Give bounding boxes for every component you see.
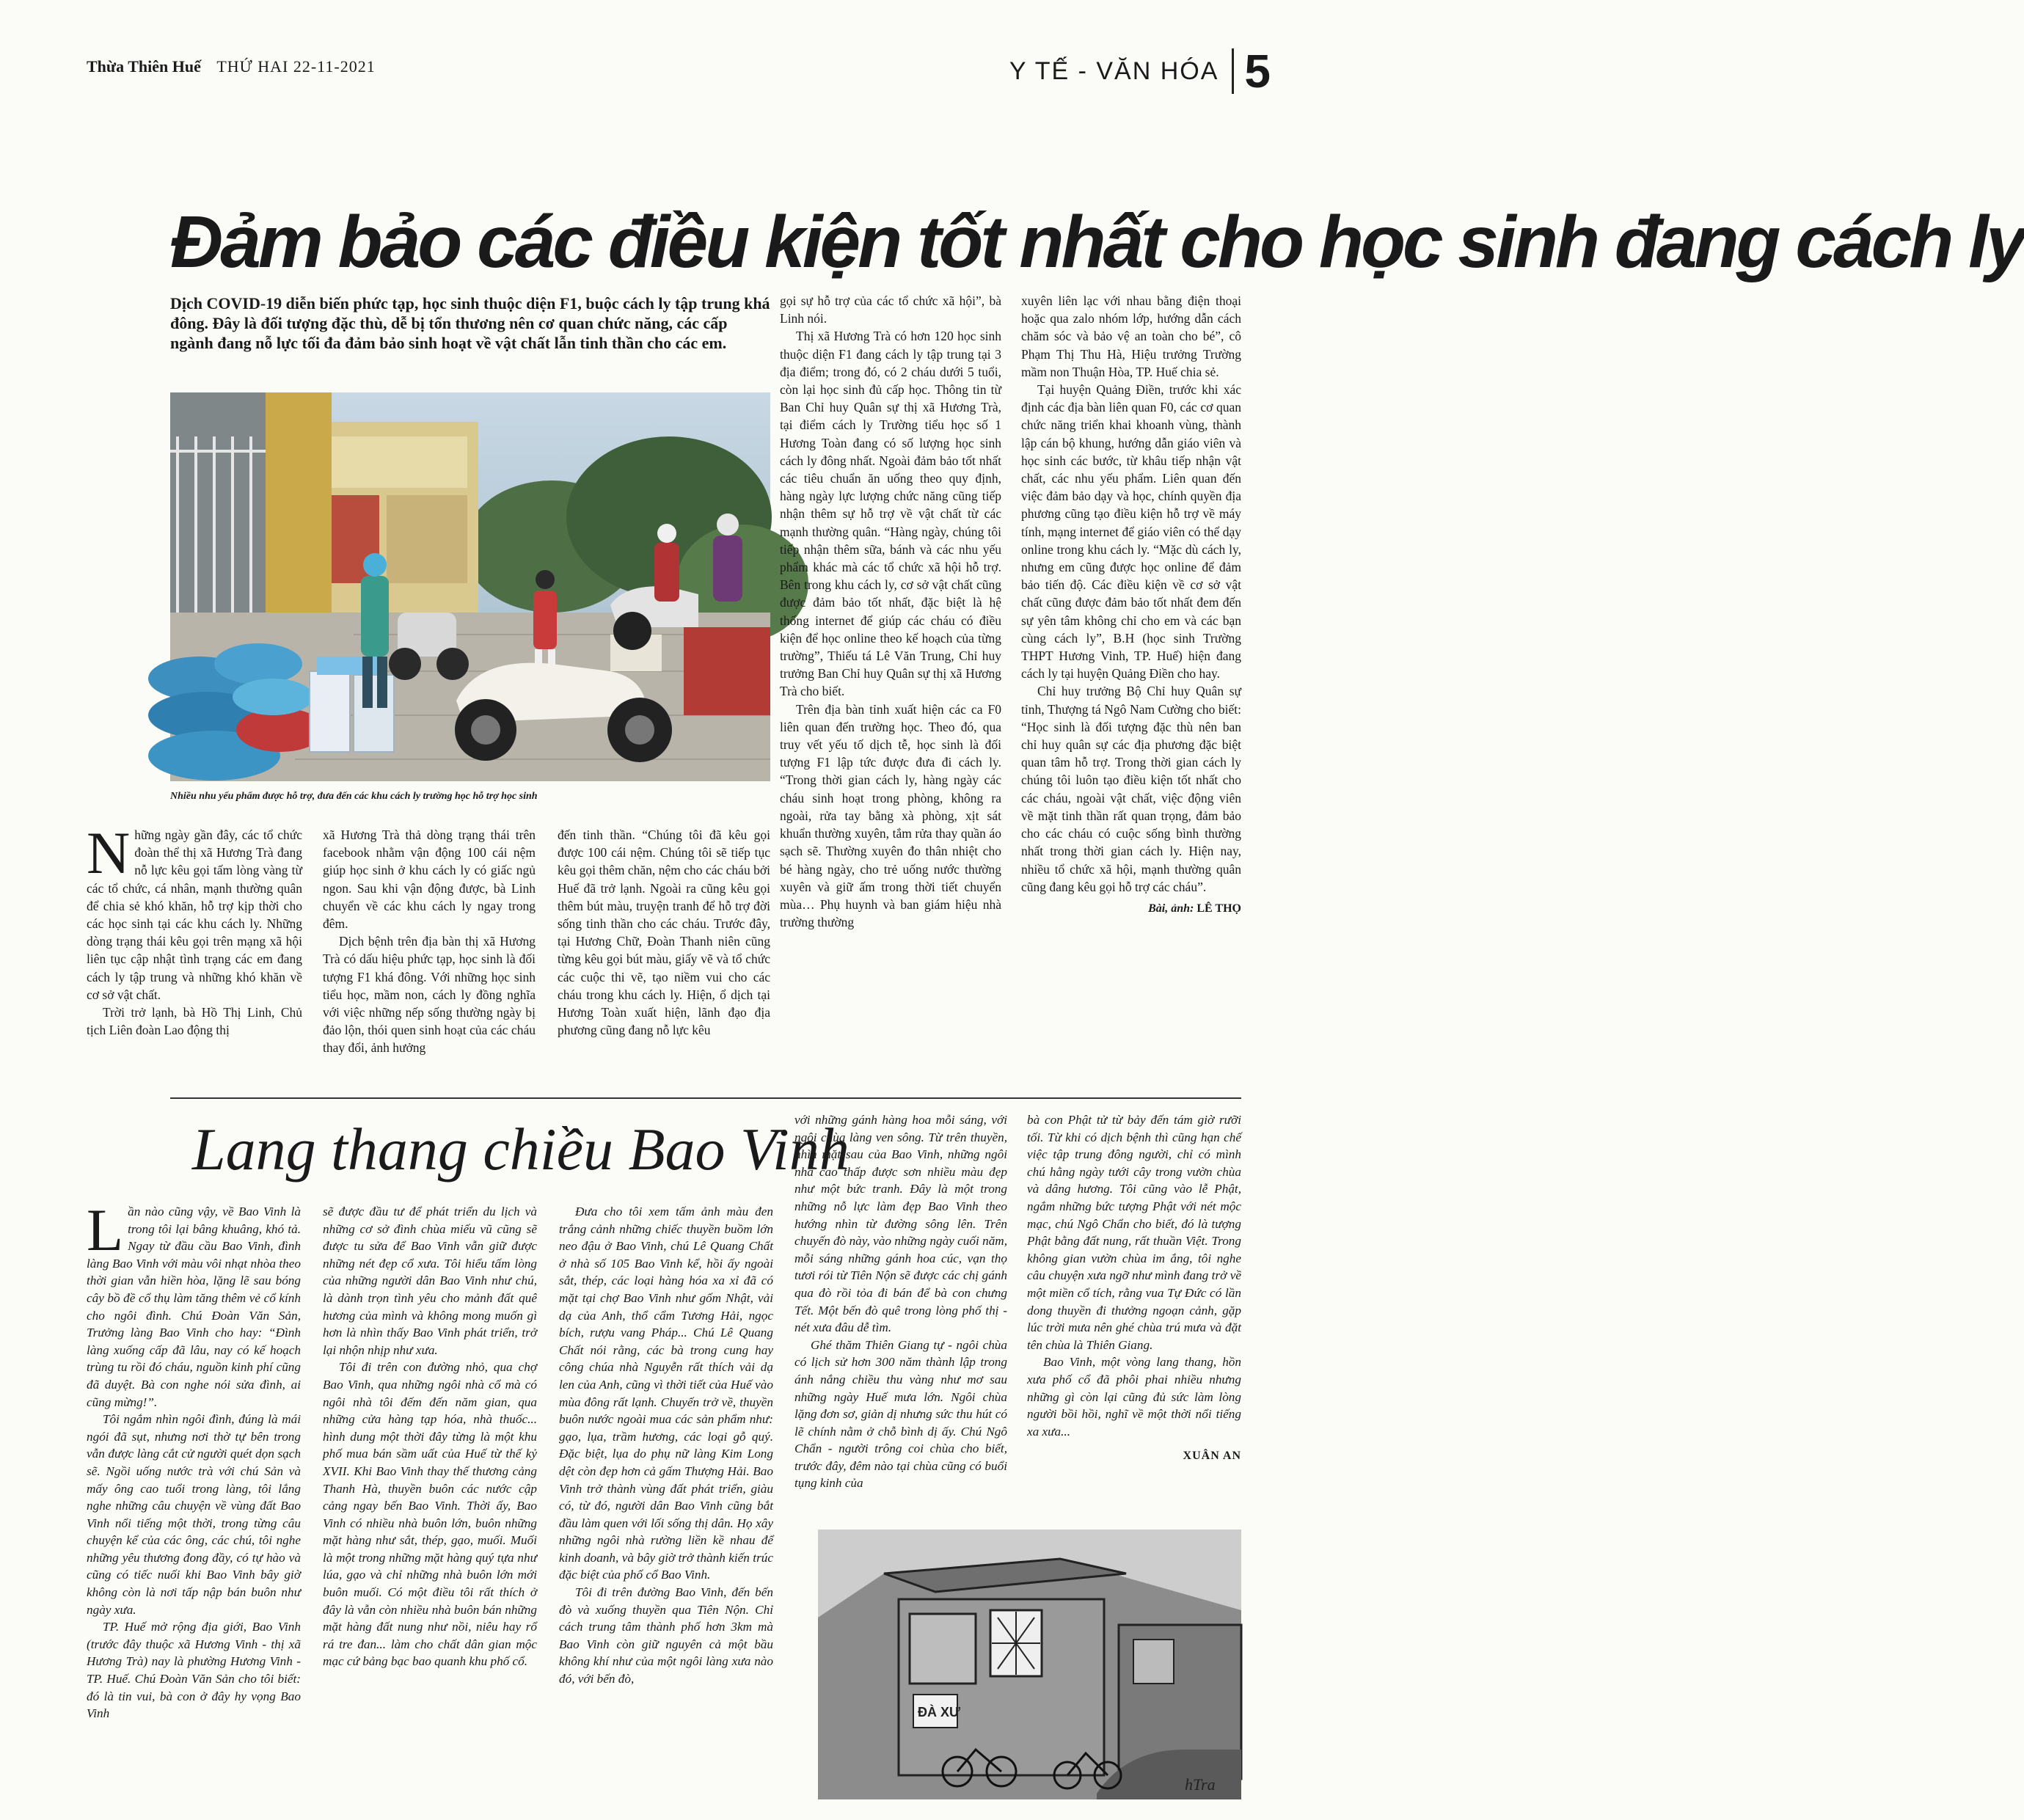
masthead-right xyxy=(1009,44,1271,98)
article1-column-5 xyxy=(1021,292,1241,918)
article1-lead: Dịch COVID-19 diễn biến phức tạp, học sinh thuộc diện F1, buộc cách ly tập trung khá đông. Đây là đối tượng đặc thù, dễ bị tổn thương nên cơ quan chức năng, các cấp ngành đang nỗ lực tối đa đảm bảo sinh hoạt về vật chất lẫn tinh thần cho các em. xyxy=(170,294,770,352)
article2-column-5 xyxy=(1027,1111,1241,1465)
paragraph: xuyên liên lạc với nhau bằng điện thoại hoặc qua zalo nhóm lớp, hướng dẫn cách chăm sóc và bảo vệ an toàn cho bé”, cô Phạm Thị Thu Hà, Hiệu trưởng Trường mầm non Thuận Hòa, TP. Huế chia sẻ. xyxy=(1021,293,1241,379)
issue-date: THỨ HAI 22-11-2021 xyxy=(216,57,376,76)
street-sketch-illustration xyxy=(818,1530,1241,1799)
paragraph: bà con Phật tử từ bảy đến tám giờ rưỡi tối. Từ khi có dịch bệnh thì cũng hạn chế việc tập trung đông người, chỉ có mình chú hằng ngày tưới cây trong vườn chùa và dâng hương. Tôi cũng vào lễ Phật, ngắm những bức tượng Phật với nét mộc mạc, chú Ngô Chẩn cho biết, đó là tượng Phật bằng đất nung, rất thuần Việt. Trong không gian vườn chùa im ắng, tôi nghe câu chuyện xưa ngỡ như mình đang trở về một miền cổ tích, rằng vua Tự Đức có lần dong thuyền đi thưởng ngoạn cảnh, gặp lúc trời mưa nên ghé chùa trú mưa và đặt tên chùa là Thiên Giang. xyxy=(1027,1113,1241,1352)
paragraph: đến tinh thần. “Chúng tôi đã kêu gọi được 100 cái nệm. Chúng tôi sẽ tiếp tục kêu gọi thêm chăn, nệm cho các cháu bởi Huế đã trở lạnh. Ngoài ra cũng kêu gọi thêm bút màu, truyện tranh để hỗ trợ đời sống tinh thần cho các cháu. Trước đây, tại Hương Chữ, Đoàn Thanh niên cũng từng kêu gọi bút màu, giấy vẽ và tổ chức các cuộc thi vẽ, tạo niềm vui cho các cháu trong khu cách ly. Hiện, ổ dịch tại Hương Toàn xuất hiện, lãnh đạo địa phương cũng đang nỗ lực kêu xyxy=(558,827,770,1038)
article2-column-2 xyxy=(323,1203,537,1670)
article1-dropcap: N xyxy=(87,819,131,886)
paragraph: Trên địa bàn tỉnh xuất hiện các ca F0 liên quan đến trường học. Theo đó, qua truy vết yếu tố dịch tễ, học sinh là đối tượng F1 lập tức được đưa đi cách ly. “Trong thời gian cách ly, hàng ngày các cháu sinh hoạt trong phòng, không ra ngoài, rửa tay bằng xà phòng, xịt sát khuẩn thường xuyên, tắm rửa thay quần áo sạch sẽ. Thường xuyên đo thân nhiệt cho bé hàng ngày, cho trẻ uống nước thường xuyên và giữ ấm trong thời tiết chuyển mùa… Phụ huynh và ban giám hiệu nhà trường thường xyxy=(780,701,1001,930)
article2-author: XUÂN AN xyxy=(1183,1450,1241,1463)
paragraph: ần nào cũng vậy, về Bao Vinh là trong tôi lại bâng khuâng, khó tả. Ngay từ đầu cầu Bao Vinh, đình làng Bao Vinh với màu vôi nhạt nhòa theo thời gian vẫn hiền hòa, lặng lẽ sau bóng cây bồ đề cổ thụ làm tăng thêm vẻ cổ kính cho ngôi đình. Chú Đoàn Văn Sản, Trưởng làng Bao Vinh cho hay: “Đình làng xuống cấp đã lâu, nay có kế hoạch trùng tu rồi đó cháu, nguồn kinh phí cũng đã duyệt. Bà con nghe nói sửa đình, ai cũng mừng!”. xyxy=(87,1205,301,1409)
article1-column-1 xyxy=(87,819,302,1039)
article2-column-1 xyxy=(87,1196,301,1722)
article1-column-4 xyxy=(780,292,1001,931)
paragraph: Tôi ngắm nhìn ngôi đình, đúng là mái ngói đã sụt, nhưng nơi thờ tự bên trong vẫn được làng cắt cử người quét dọn sạch sẽ. Ngồi uống nước trà với chú Sản và mấy ông cao tuổi trong làng, tôi lắng nghe những câu chuyện về vùng đất Bao Vinh nổi tiếng một thời, trong từng câu chuyện kể của các ông, các chú, tôi nghe những yêu thương đong đầy, có tự hào và cũng có tiếc nuối khi Bao Vinh bây giờ không còn là nơi tấp nập bán buôn như ngày xưa. xyxy=(87,1412,301,1617)
paragraph: Chỉ huy trưởng Bộ Chỉ huy Quân sự tỉnh, Thượng tá Ngô Nam Cường cho biết: “Học sinh là đối tượng đặc thù nên ban chỉ huy quân sự các địa phương đặc biệt quan tâm hỗ trợ. Trong thời gian cách ly chúng tôi luôn tạo điều kiện tốt nhất cho các cháu, ngoài vật chất, việc động viên về mặt tinh thần rất quan trọng, đảm bảo cho các cháu có cuộc sống bình thường nhất trong thời gian cách ly. Hiện nay, nhiều tổ chức xã hội, mạnh thường quân cũng đang kêu gọi hỗ trợ các cháu”. xyxy=(1021,684,1241,894)
article1-credit xyxy=(1021,900,1241,918)
paragraph: gọi sự hỗ trợ của các tổ chức xã hội”, bà Linh nói. xyxy=(780,293,1001,326)
paragraph: Đưa cho tôi xem tấm ảnh màu đen trắng cảnh những chiếc thuyền buồm lớn neo đậu ở Bao Vinh, chú Lê Quang Chất ở nhà số 105 Bao Vinh kể, hồi ấy ngoài sắt, thép, các loại hàng hóa xa xỉ đã có mặt tại chợ Bao Vinh như gốm Nhật, vải dạ của Anh, thổ cẩm Tương Hải, ngọc bích, rượu vang Pháp... Chú Lê Quang Chất nói rằng, các bà trong cung hay công chúa nhà Nguyễn rất thích vải dạ len của Anh, cũng vì thời tiết của Huế vào mùa đông rất lạnh. Chuyến trở về, thuyền buôn nước ngoài mua các sản phẩm như: gạo, lụa, trầm hương, các loại gỗ quý. Đặc biệt, lụa do phụ nữ làng Kim Long dệt còn đẹp hơn cả gấm Thượng Hải. Bao Vinh trở thành vùng đất phát triển, giàu có, từ đó, người dân Bao Vinh cũng bắt đầu làm quen với lối sống thị dân. Họ xây những ngôi nhà rường liền kề nhau để kinh doanh, và bây giờ trở thành kiến trúc đặc biệt của phố cổ Bao Vinh. xyxy=(559,1205,773,1582)
article-divider xyxy=(170,1097,1241,1099)
article1-headline-text: Đảm bảo các điều kiện tốt nhất cho học sinh đang cách ly xyxy=(170,201,2024,283)
photo-caption: Nhiều nhu yếu phẩm được hỗ trợ, đưa đến các khu cách ly trường học hỗ trợ học sinh xyxy=(170,791,538,802)
sketch-signature: hTra xyxy=(1185,1775,1216,1794)
sketch-window-text: ĐÀ XƯ xyxy=(918,1705,960,1720)
credit-name: LÊ THỌ xyxy=(1197,902,1241,915)
paragraph: xã Hương Trà thả dòng trạng thái trên facebook nhằm vận động 100 cái nệm giúp học sinh ở khu cách ly có giấc ngủ ngon. Sau khi vận động được, bà Linh chuyển về các khu cách ly ngay trong đêm. xyxy=(323,827,536,932)
paragraph: với những gánh hàng hoa mỗi sáng, với ngôi chùa làng ven sông. Từ trên thuyền, nhìn mặt sau của Bao Vinh, những ngôi nhà cao thấp được sơn nhiều màu đẹp như một bức tranh. Đây là một trong những nỗ lực làm đẹp Bao Vinh theo hướng nhìn từ đường sông lên. Trên chuyến đò này, vào những ngày cuối năm, mỗi sáng những gánh hoa cúc, vạn thọ tươi rói từ Tiên Nộn sẽ được các chị gánh qua đò rồi tỏa đi bán để bà con chưng Tết. Một bến đò quê trong lòng phố thị - nét xưa đâu dễ tìm. xyxy=(794,1113,1007,1335)
article2-dropcap: L xyxy=(87,1196,124,1263)
paragraph: Dịch bệnh trên địa bàn thị xã Hương Trà có dấu hiệu phức tạp, học sinh là đối tượng F1 khá đông. Với những học sinh tiểu học, mầm non, cách ly đồng nghĩa với việc những nếp sống thường ngày bị đảo lộn, thói quen sinh hoạt của các cháu thay đổi, ảnh hưởng xyxy=(323,934,536,1056)
masthead-left xyxy=(87,57,376,76)
article2-headline: Lang thang chiều Bao Vinh xyxy=(192,1116,850,1183)
article2-column-3 xyxy=(559,1203,773,1688)
article1-column-2 xyxy=(323,826,536,1057)
credit-label: Bài, ảnh: xyxy=(1148,902,1194,915)
section-name: Y TẾ - VĂN HÓA xyxy=(1009,56,1219,85)
article2-column-4 xyxy=(794,1111,1007,1492)
paper-name: Thừa Thiên Huế xyxy=(87,57,201,76)
article1-photo xyxy=(170,392,770,781)
article1-column-3 xyxy=(558,826,770,1039)
paragraph: Tôi đi trên đường Bao Vinh, đến bến đò và xuống thuyền qua Tiên Nộn. Chỉ cách trung tâm thành phố hơn 3km mà Bao Vinh còn giữ nguyên cả một bầu không khí như của một ngôi làng xưa nào đó, với bến đò, xyxy=(559,1585,773,1686)
page-number: 5 xyxy=(1244,45,1271,98)
paragraph: Trời trở lạnh, bà Hồ Thị Linh, Chủ tịch Liên đoàn Lao động thị xyxy=(87,1005,302,1038)
paragraph: Tại huyện Quảng Điền, trước khi xác định các địa bàn liên quan F0, các cơ quan chức năng triển khai khoanh vùng, thành lập cán bộ khung, hướng dẫn giáo viên và học sinh các bước, từ khâu tiếp nhận vật chất, các nhu yếu phẩm. Liên quan đến việc đảm bảo dạy và học, chính quyền địa phương cũng tạo điều kiện hỗ trợ về máy tính, mạng internet để giáo viên có thể dạy online trong khu cách ly. “Mặc dù cách ly, nhưng em cũng được học online để đảm bảo tiến độ. Các điều kiện về cơ sở vật chất cũng được đảm bảo tốt nhất đem đến sự yên tâm không chỉ cho em và các bạn cùng cách ly”, B.H (học sinh Trường THPT Hương Vinh, TP. Huế) hiện đang cách ly tại huyện Quảng Điền cho hay. xyxy=(1021,382,1241,681)
paragraph: Tôi đi trên con đường nhỏ, qua chợ Bao Vinh, qua những ngôi nhà cổ mà có ngôi nhà tôi đếm đến năm gian, qua những cửa hàng tạp hóa, nhà thuốc... hình dung một thời đây từng là một khu phố mua bán sầm uất của Huế từ thế kỷ XVII. Khi Bao Vinh thay thế thương cảng Thanh Hà, thuyền buôn các nước cập cảng ngay bến Bao Vinh. Thời ấy, Bao Vinh có nhiều nhà buôn lớn, buôn những mặt hàng như sắt, thép, gạo, muối. Muối là một trong những mặt hàng quý tựa như lúa, gạo và chỉ những nhà buôn lớn mới buôn muối. Có một điều tôi rất thích ở đây là vẫn còn nhiều nhà buôn bán những mặt hàng đất nung như nồi, niêu hay rổ rá tre đan... làm cho chất dân gian mộc mạc cứ bảng bạc bao quanh khu phố cổ. xyxy=(323,1360,537,1669)
paragraph: hững ngày gần đây, các tổ chức đoàn thể thị xã Hương Trà đang nỗ lực kêu gọi tấm lòng vàng từ các tổ chức, cá nhân, mạnh thường quân để chia sẻ khó khăn, hỗ trợ kịp thời cho các học sinh tại các khu cách ly. Những dòng trạng thái kêu gọi trên mạng xã hội liên tục cập nhật tình trạng các em đang cách ly tập trung và những khó khăn về cơ sở vật chất. xyxy=(87,827,302,1002)
paragraph: TP. Huế mở rộng địa giới, Bao Vinh (trước đây thuộc xã Hương Vinh - thị xã Hương Trà) nay là phường Hương Vinh - TP. Huế. Chú Đoàn Văn Sản cho tôi biết: đó là tin vui, bà con ở đây hy vọng Bao Vinh xyxy=(87,1620,301,1721)
paragraph: Thị xã Hương Trà có hơn 120 học sinh thuộc diện F1 đang cách ly tập trung tại 3 địa điểm; trong đó, có 2 cháu dưới 5 tuổi, còn lại học sinh đủ cấp học. Thông tin từ Ban Chỉ huy Quân sự thị xã Hương Trà, tại điểm cách ly Trường tiểu học số 1 Hương Toàn đang có số lượng học sinh cách ly đông nhất. Ngoài đảm bảo tốt nhất các tiêu chuẩn ăn uống theo quy định, hàng ngày lực lượng chức năng cũng tiếp nhận thêm sự hỗ trợ về vật chất từ các mạnh thường quân. “Hàng ngày, chúng tôi tiếp nhận thêm sữa, bánh và các nhu yếu phẩm khác mà các tổ chức xã hội hỗ trợ. Bên trong khu cách ly, cơ sở vật chất cũng được đảm bảo tốt nhất, đặc biệt là hệ thống internet để giúp các cháu có điều kiện để học online theo kế hoạch của từng trường”, Thiếu tá Lê Văn Trung, Chỉ huy trưởng Ban Chỉ huy Quân sự thị xã Hương Trà cho biết. xyxy=(780,329,1001,699)
paragraph: Ghé thăm Thiên Giang tự - ngôi chùa có lịch sử hơn 300 năm thành lập trong ánh nắng chiều thu vàng như mơ sau những ngày Huế mưa lớn. Ngôi chùa lặng đơn sơ, giản dị nhưng sức thu hút có lẽ chính nằm ở chỗ bình dị ấy. Chú Ngô Chẩn - người trông coi chùa cho biết, trước đây, đêm nào tại chùa cũng có buổi tụng kinh của xyxy=(794,1337,1007,1491)
paragraph: Bao Vinh, một vòng lang thang, hồn xưa phố cổ đã phôi phai nhiều nhưng những gì còn lại cũng đủ sức làm lòng người bồi hồi, nghĩ về một thời nổi tiếng xa xưa... xyxy=(1027,1355,1241,1439)
paragraph: sẽ được đầu tư để phát triển du lịch và những cơ sở đình chùa miếu vũ cũng sẽ được tu sửa để Bao Vinh vẫn giữ được những nét đẹp cổ xưa. Tôi hiểu tấm lòng của những người dân Bao Vinh như chú, là dành trọn tình yêu cho mảnh đất quê hương của mình và không mong muốn gì hơn là nhìn thấy Bao Vinh phát triển, trở lại nhộn nhịp như xưa. xyxy=(323,1205,537,1357)
